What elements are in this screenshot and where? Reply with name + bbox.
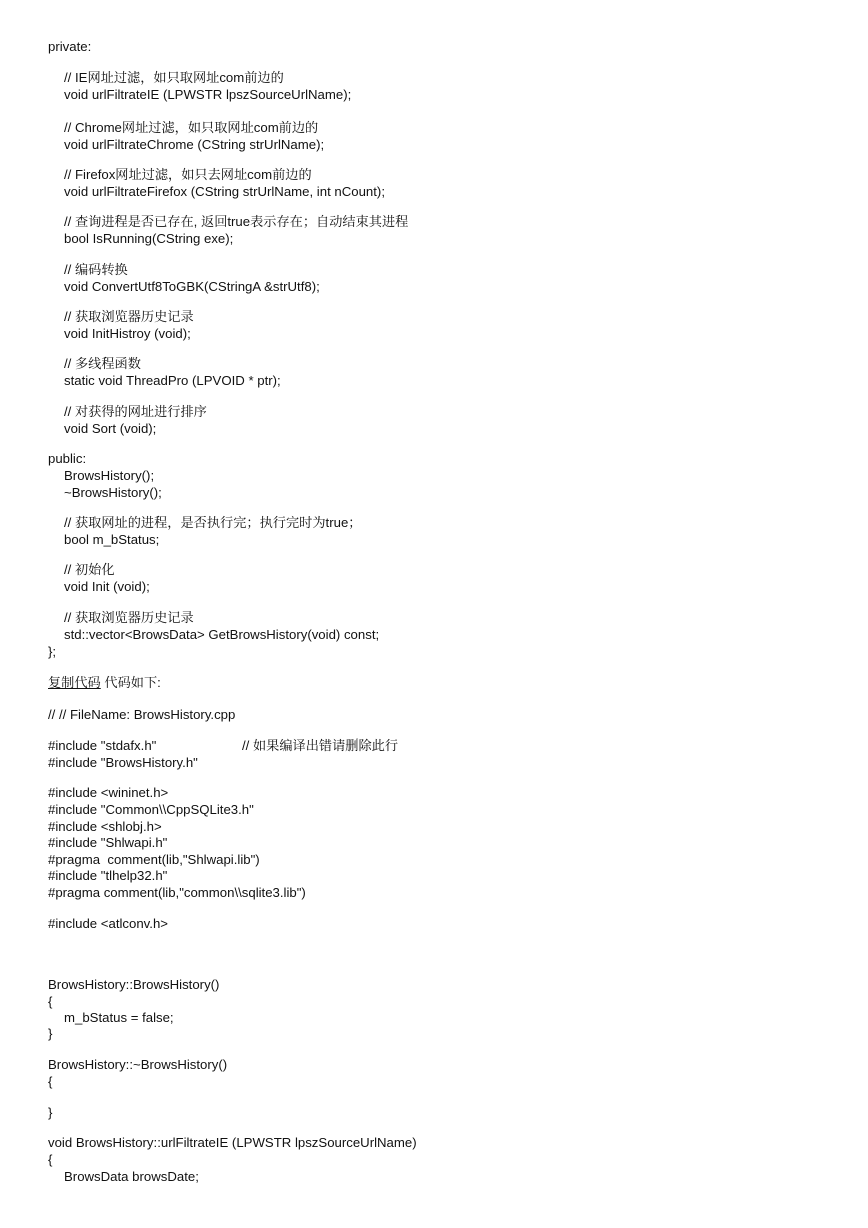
code-comment: // 编码转换 [64, 262, 128, 277]
code-line: #include <shlobj.h> [48, 819, 162, 834]
code-line: bool IsRunning(CString exe); [64, 231, 234, 246]
code-line: #pragma comment(lib,"common\\sqlite3.lib") [48, 885, 306, 900]
copy-code-row [48, 675, 161, 691]
code-line: void BrowsHistory::urlFiltrateIE (LPWSTR lpszSourceUrlName) [48, 1135, 417, 1150]
code-comment: // Chrome网址过滤，如只取网址com前边的 [64, 120, 319, 135]
code-line: #include <wininet.h> [48, 785, 169, 800]
code-line: } [48, 1105, 53, 1120]
code-line: ~BrowsHistory(); [64, 485, 162, 500]
code-line: #include <atlconv.h> [48, 916, 168, 931]
code-line: { [48, 994, 53, 1009]
private-label: private: [48, 39, 92, 54]
code-line: m_bStatus = false; [64, 1010, 174, 1025]
code-line: } [48, 1026, 53, 1041]
code-line: void Sort (void); [64, 421, 157, 436]
code-line: BrowsData browsDate; [64, 1169, 199, 1184]
code-line: #include "BrowsHistory.h" [48, 755, 198, 770]
code-line: #include "Common\\CppSQLite3.h" [48, 802, 254, 817]
code-line: bool m_bStatus; [64, 532, 160, 547]
code-comment: // 初始化 [64, 562, 115, 577]
copy-code-link[interactable]: 复制代码 [48, 675, 101, 690]
code-line: { [48, 1152, 53, 1167]
code-line: void Init (void); [64, 579, 150, 594]
code-line: void urlFiltrateChrome (CString strUrlName); [64, 137, 325, 152]
code-line: void InitHistroy (void); [64, 326, 191, 341]
code-comment: // 获取浏览器历史记录 [64, 309, 194, 324]
code-comment: // 获取浏览器历史记录 [64, 610, 194, 625]
code-line: BrowsHistory(); [64, 468, 155, 483]
code-line: static void ThreadPro (LPVOID * ptr); [64, 373, 281, 388]
code-comment: // 对获得的网址进行排序 [64, 404, 207, 419]
code-line: void urlFiltrateFirefox (CString strUrlName, int nCount); [64, 184, 385, 199]
code-comment: // 多线程函数 [64, 356, 141, 371]
code-line: #include "stdafx.h" [48, 738, 157, 753]
code-comment: // 如果编译出错请删除此行 [242, 738, 399, 753]
code-comment: // 查询进程是否已存在, 返回true表示存在；自动结束其进程 [64, 214, 409, 229]
code-line: BrowsHistory::~BrowsHistory() [48, 1057, 228, 1072]
code-line: #pragma comment(lib,"Shlwapi.lib") [48, 852, 260, 867]
copy-code-suffix: 代码如下: [100, 675, 161, 690]
code-line: std::vector<BrowsData> GetBrowsHistory(void) const; [64, 627, 380, 642]
code-comment: // 获取网址的进程，是否执行完；执行完时为true； [64, 515, 362, 530]
code-line: }; [48, 644, 57, 659]
code-comment: // Firefox网址过滤，如只去网址com前边的 [64, 167, 312, 182]
code-line: { [48, 1074, 53, 1089]
public-label: public: [48, 451, 87, 466]
code-line: #include "Shlwapi.h" [48, 835, 168, 850]
code-comment: // IE网址过滤，如只取网址com前边的 [64, 70, 284, 85]
code-line: void urlFiltrateIE (LPWSTR lpszSourceUrlName); [64, 87, 352, 102]
code-line: void ConvertUtf8ToGBK(CStringA &strUtf8); [64, 279, 320, 294]
code-comment: // // FileName: BrowsHistory.cpp [48, 707, 236, 722]
code-line: BrowsHistory::BrowsHistory() [48, 977, 220, 992]
code-line: #include "tlhelp32.h" [48, 868, 168, 883]
